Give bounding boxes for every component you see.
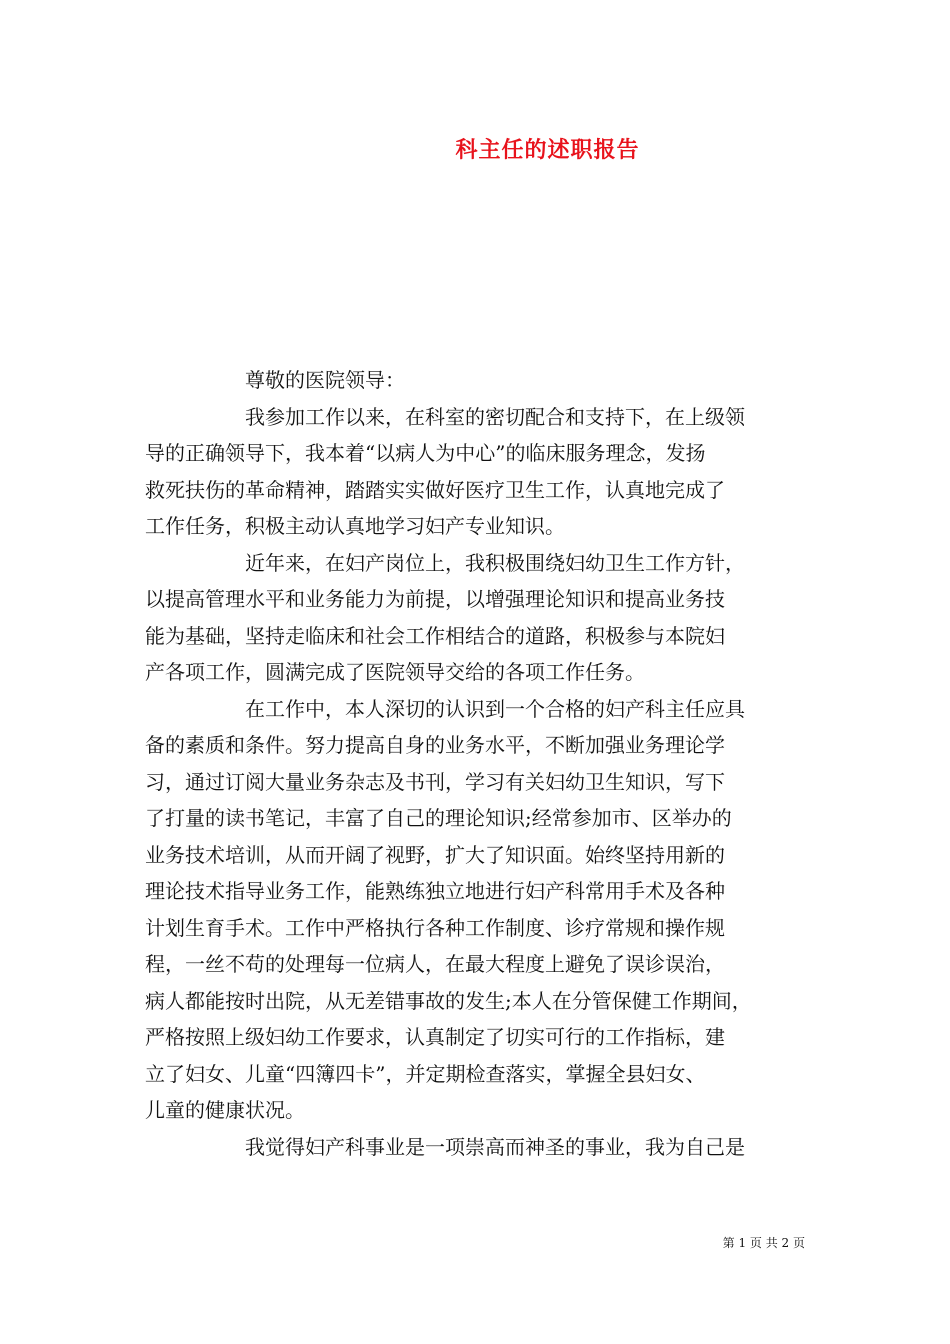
paragraph-line: 了打量的读书笔记，丰富了自己的理论知识;经常参加市、区举办的 [145,806,732,830]
paragraph-line: 以提高管理水平和业务能力为前提，以增强理论知识和提高业务技 [145,587,725,611]
paragraph-line: 严格按照上级妇幼工作要求，认真制定了切实可行的工作指标，建 [145,1025,725,1049]
paragraph-line: 导的正确领导下，我本着“以病人为中心”的临床服务理念，发扬 [145,441,706,465]
paragraph-line: 工作任务，积极主动认真地学习妇产专业知识。 [145,514,565,538]
paragraph-line: 产各项工作，圆满完成了医院领导交给的各项工作任务。 [145,660,645,684]
paragraph-line: 立了妇女、儿童“四簿四卡”，并定期检查落实，掌握全县妇女、 [145,1061,706,1086]
document-title: 科主任的述职报告 [455,137,640,163]
paragraph-line: 能为基础，坚持走临床和社会工作相结合的道路，积极参与本院妇 [145,623,725,648]
paragraph-line: 计划生育手术。工作中严格执行各种工作制度、诊疗常规和操作规 [145,915,725,940]
paragraph-line: 程，一丝不苟的处理每一位病人，在最大程度上避免了误诊误治， [145,952,725,976]
paragraph-line: 我觉得妇产科事业是一项崇高而神圣的事业，我为自己是 [245,1134,745,1159]
paragraph-line: 儿童的健康状况。 [145,1098,305,1122]
page-footer: 第 1 页 共 2 页 [722,1236,805,1250]
paragraph-line: 尊敬的医院领导： [245,368,405,392]
paragraph-line: 病人都能按时出院，从无差错事故的发生;本人在分管保健工作期间， [145,988,752,1013]
document-body [145,362,805,1165]
paragraph-line: 业务技术培训，从而开阔了视野，扩大了知识面。始终坚持用新的 [145,842,725,867]
paragraph-line: 在工作中，本人深切的认识到一个合格的妇产科主任应具 [245,696,745,721]
paragraph-line: 近年来，在妇产岗位上，我积极围绕妇幼卫生工作方针， [245,550,745,575]
paragraph-line: 救死扶伤的革命精神，踏踏实实做好医疗卫生工作，认真地完成了 [145,477,725,502]
paragraph-line: 理论技术指导业务工作，能熟练独立地进行妇产科常用手术及各种 [145,879,725,903]
paragraph-line: 备的素质和条件。努力提高自身的业务水平，不断加强业务理论学 [145,733,725,757]
paragraph-line: 习，通过订阅大量业务杂志及书刊，学习有关妇幼卫生知识，写下 [145,769,725,794]
paragraph-line: 我参加工作以来，在科室的密切配合和支持下，在上级领 [245,404,745,429]
